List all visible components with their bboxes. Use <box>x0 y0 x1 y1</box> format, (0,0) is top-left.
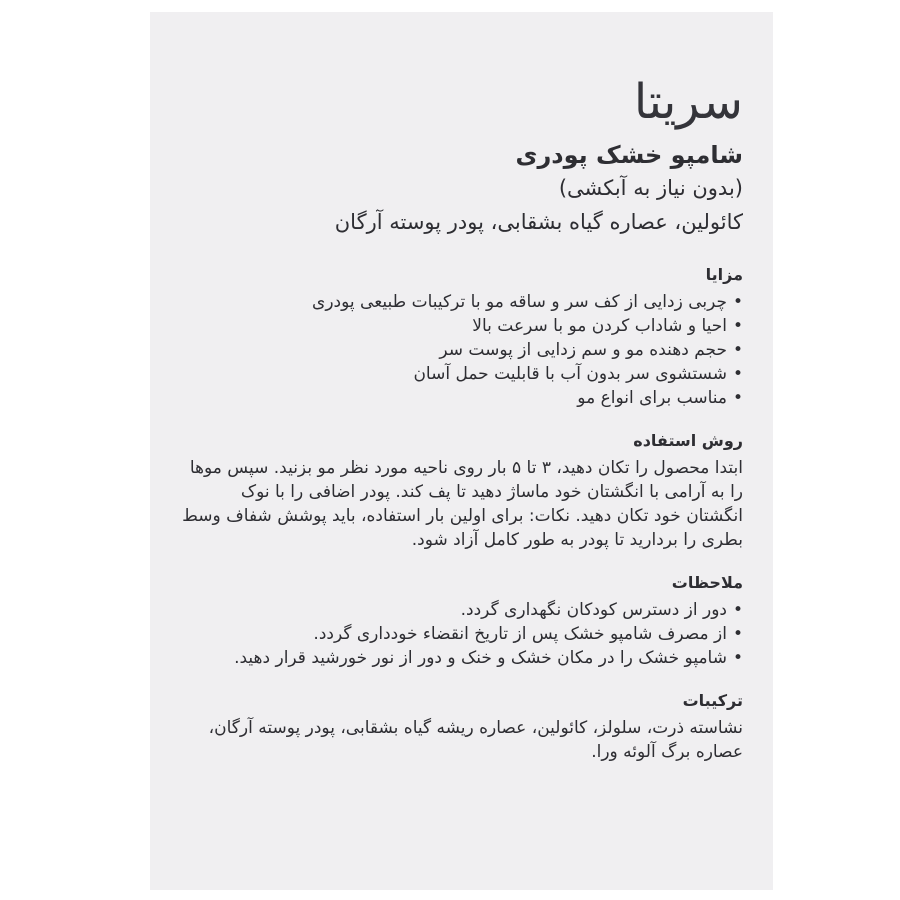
composition-text: نشاسته ذرت، سلولز، کائولین، عصاره ریشه گیاه بشقابی، پودر پوسته آرگان، عصاره برگ آلوئه ورا. <box>208 718 743 762</box>
usage-section <box>180 428 743 552</box>
notes-section <box>180 570 743 670</box>
benefit-item: • احیا و شاداب کردن مو با سرعت بالا <box>180 314 743 338</box>
benefits-list <box>180 290 743 410</box>
brand-logo: سریتا <box>633 74 743 130</box>
product-subtitle: (بدون نیاز به آبکشی) <box>558 176 743 200</box>
label-content <box>180 72 743 782</box>
note-item: • دور از دسترس کودکان نگهداری گردد. <box>180 598 743 622</box>
benefit-item: • حجم دهنده مو و سم زدایی از پوست سر <box>180 338 743 362</box>
composition-section <box>180 688 743 764</box>
key-ingredients: کائولین، عصاره گیاه بشقابی، پودر پوسته آرگان <box>334 210 743 234</box>
benefits-heading: مزایا <box>705 265 743 284</box>
usage-text: ابتدا محصول را تکان دهید، ۳ تا ۵ بار روی ناحیه مورد نظر مو بزنید. سپس موها را به آرامی با انگشتان خود ماساژ دهید تا پف کند. پودر اضافی را با نوک انگشتان خود تکان دهید. نکات: برای اولین بار استفاده، باید پوشش شفاف وسط بطری را بردارید تا پودر به طور کامل آزاد شود. <box>182 458 743 550</box>
note-item: • شامپو خشک را در مکان خشک و خنک و دور از نور خورشید قرار دهید. <box>180 646 743 670</box>
composition-heading: ترکیبات <box>682 691 743 710</box>
product-title: شامپو خشک پودری <box>515 141 743 169</box>
benefit-item: • شستشوی سر بدون آب با قابلیت حمل آسان <box>180 362 743 386</box>
benefit-item: • چربی زدایی از کف سر و ساقه مو با ترکیبات طبیعی پودری <box>180 290 743 314</box>
notes-heading: ملاحظات <box>671 573 743 592</box>
benefits-section <box>180 262 743 410</box>
notes-list <box>180 598 743 670</box>
product-label-card <box>150 12 773 890</box>
benefit-item: • مناسب برای انواع مو <box>180 386 743 410</box>
note-item: • از مصرف شامپو خشک پس از تاریخ انقضاء خودداری گردد. <box>180 622 743 646</box>
usage-heading: روش استفاده <box>633 431 743 450</box>
